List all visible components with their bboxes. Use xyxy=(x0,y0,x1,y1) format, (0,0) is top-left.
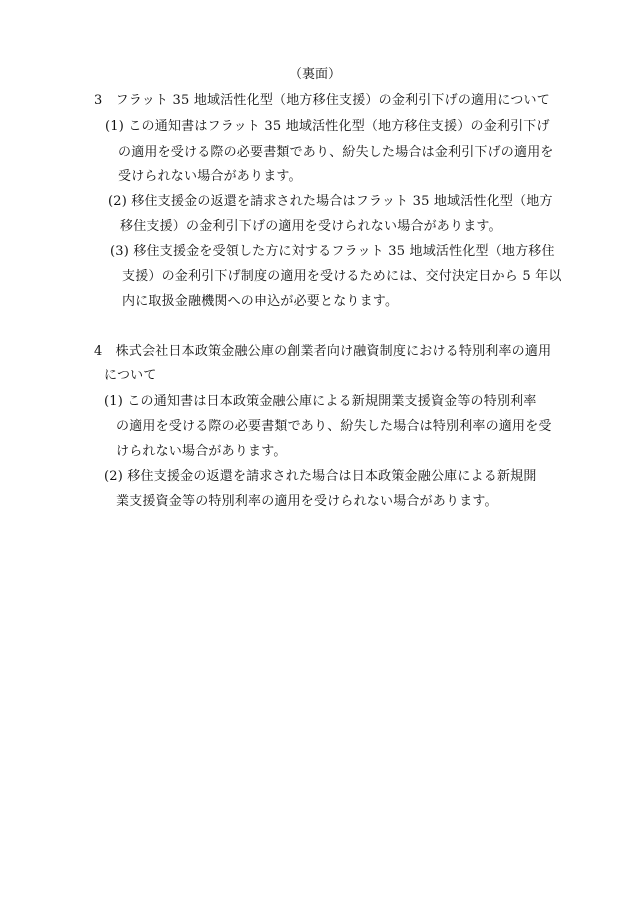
section-3-item-2-line-2: 移住支援）の金利引下げの適用を受けられない場合があります。 xyxy=(120,219,502,234)
section-4-item-1-line-1: (1) この通知書は日本政策金融公庫による新規開業支援資金等の特別利率 xyxy=(104,394,537,409)
section-3-title: 3 フラット 35 地域活性化型（地方移住支援）の金利引下げの適用について xyxy=(94,93,550,108)
section-3-item-1-line-2: の適用を受ける際の必要書類であり、紛失した場合は金利引下げの適用を xyxy=(118,145,554,160)
section-3-item-1-line-3: 受けられない場合があります。 xyxy=(118,169,302,184)
page-title: （裏面） xyxy=(288,67,341,82)
section-4-item-2-line-2: 業支援資金等の特別利率の適用を受けられない場合があります。 xyxy=(116,494,498,509)
section-4-item-2-line-1: (2) 移住支援金の返還を請求された場合は日本政策金融公庫による新規開 xyxy=(104,469,537,484)
section-3-item-3-line-3: 内に取扱金融機関への申込が必要となります。 xyxy=(122,294,399,309)
section-3-item-3-line-1: (3) 移住支援金を受領した方に対するフラット 35 地域活性化型（地方移住 xyxy=(110,244,555,259)
section-3-item-3-line-2: 支援）の金利引下げ制度の適用を受けるためには、交付決定日から 5 年以 xyxy=(122,269,562,284)
section-3-item-2-line-1: (2) 移住支援金の返還を請求された場合はフラット 35 地域活性化型（地方 xyxy=(108,194,553,209)
section-3-item-1-line-1: (1) この通知書はフラット 35 地域活性化型（地方移住支援）の金利引下げ xyxy=(105,119,550,134)
section-4-item-1-line-2: の適用を受ける際の必要書類であり、紛失した場合は特別利率の適用を受 xyxy=(116,419,552,434)
section-4-title-line-2: について xyxy=(104,368,157,383)
section-4-item-1-line-3: けられない場合があります。 xyxy=(116,444,287,459)
section-4-title-line-1: 4 株式会社日本政策金融公庫の創業者向け融資制度における特別利率の適用 xyxy=(94,344,552,359)
